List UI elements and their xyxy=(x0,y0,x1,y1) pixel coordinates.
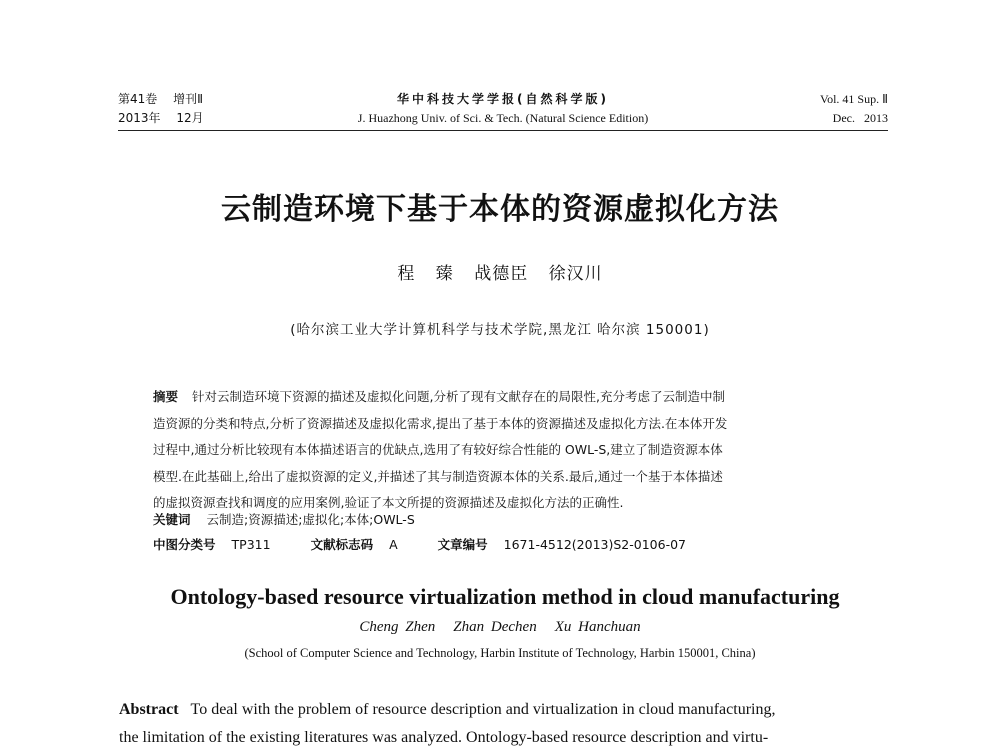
month-cn: 12月 xyxy=(176,111,204,125)
paper-title-cn: 云制造环境下基于本体的资源虚拟化方法 xyxy=(221,192,779,227)
abstract-en-line xyxy=(119,696,894,724)
journal-name xyxy=(298,90,708,128)
volume-cn: 第41卷 xyxy=(118,92,158,106)
document-code-value: A xyxy=(389,537,398,552)
year-cn: 2013年 xyxy=(118,111,161,125)
journal-header xyxy=(118,90,888,132)
keywords-value: 云制造;资源描述;虚拟化;本体;OWL-S xyxy=(206,512,415,527)
volume-en: Vol. 41 Sup. Ⅱ xyxy=(819,92,888,106)
author-en: Zhan Dechen xyxy=(453,619,537,635)
classification-line xyxy=(153,535,686,553)
author-en: Xu Hanchuan xyxy=(554,619,641,635)
abstract-cn xyxy=(153,384,868,517)
abstract-en-label: Abstract xyxy=(119,701,179,718)
abstract-cn-line: 过程中,通过分析比较现有本体描述语言的优缺点,选用了有较好综合性能的 OWL-S,建立了制造资源本体 xyxy=(153,442,723,457)
volume-issue-cn xyxy=(118,90,204,128)
header-rule xyxy=(118,130,888,131)
author-en: Cheng Zhen xyxy=(359,619,436,635)
abstract-cn-line: 模型.在此基础上,给出了虚拟资源的定义,并描述了其与制造资源本体的关系.最后,通过一个基于本体描述 xyxy=(153,468,723,484)
affiliation-cn: (哈尔滨工业大学计算机科学与技术学院,黑龙江 哈尔滨 150001) xyxy=(290,322,710,338)
abstract-cn-text: 针对云制造环境下资源的描述及虚拟化问题,分析了现有文献存在的局限性,充分考虑了云制造中制 xyxy=(192,389,725,404)
journal-name-en: J. Huazhong Univ. of Sci. & Tech. (Natural Science Edition) xyxy=(357,111,649,125)
date-en: Dec. 2013 xyxy=(832,111,888,125)
volume-issue-en xyxy=(820,90,888,128)
abstract-cn-line xyxy=(153,384,868,411)
abstract-cn-label: 摘要 xyxy=(153,389,179,404)
supplement-cn: 增刊Ⅱ xyxy=(173,92,204,106)
date-row xyxy=(118,109,204,128)
abstract-en xyxy=(119,696,894,752)
article-number-value: 1671-4512(2013)S2-0106-07 xyxy=(503,537,686,552)
abstract-cn-line: 的虚拟资源查找和调度的应用案例,验证了本文所提的资源描述及虚拟化方法的正确性. xyxy=(153,495,624,510)
abstract-cn-line: 造资源的分类和特点,分析了资源描述及虚拟化需求,提出了基于本体的资源描述及虚拟化方法.在本体开发 xyxy=(153,415,728,431)
abstract-en-text: To deal with the problem of resource description and virtualization in cloud manufacturing, xyxy=(190,701,776,718)
authors-en xyxy=(0,619,1000,636)
document-code-label: 文献标志码 xyxy=(310,537,374,552)
volume-row xyxy=(118,90,204,109)
affiliation-en: (School of Computer Science and Technology, Harbin Institute of Technology, Harbin 150001, China) xyxy=(244,646,756,660)
article-number-label: 文章编号 xyxy=(437,537,488,552)
keywords-label: 关键词 xyxy=(153,512,191,527)
keywords-cn xyxy=(153,510,415,528)
clc-label: 中图分类号 xyxy=(153,537,216,552)
authors-cn: 程 臻 战德臣 徐汉川 xyxy=(397,264,603,284)
journal-name-cn: 华中科技大学学报(自然科学版) xyxy=(397,92,609,106)
paper-title-en: Ontology-based resource virtualization method in cloud manufacturing xyxy=(170,584,840,609)
clc-value: TP311 xyxy=(231,537,271,552)
abstract-en-line: the limitation of the existing literatures was analyzed. Ontology-based resource description and virtu- xyxy=(119,729,769,746)
